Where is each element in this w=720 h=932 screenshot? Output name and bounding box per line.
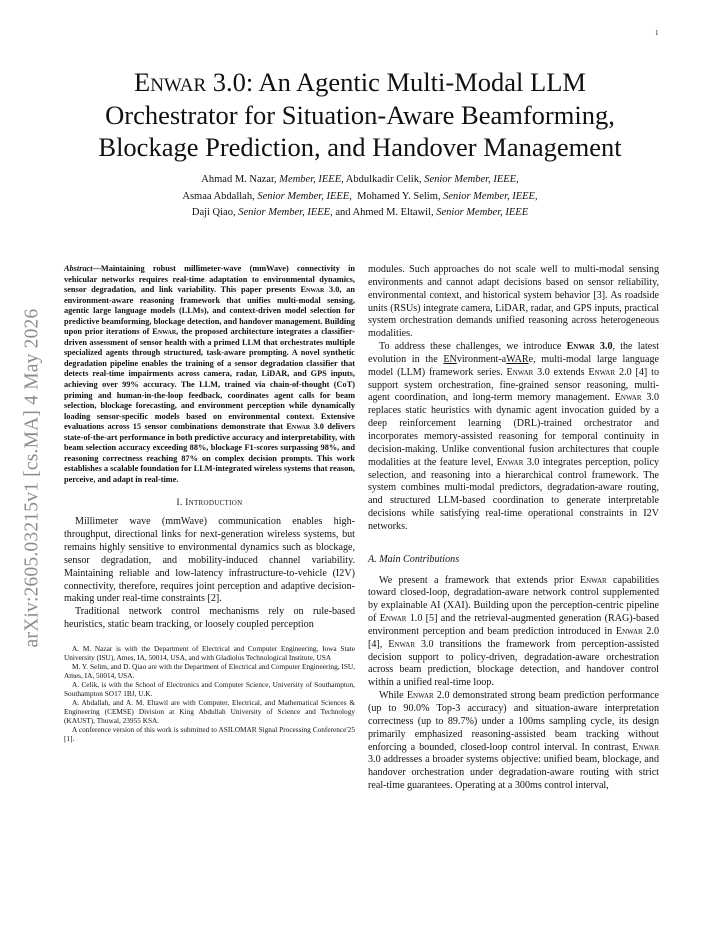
author-name: Abdulkadir Celik — [345, 174, 419, 185]
system-name: Enwar 1.0 — [379, 613, 423, 625]
author-name: Ahmed M. Eltawil — [352, 207, 432, 218]
paragraph: While Enwar 2.0 demonstrated strong beam prediction performance (up to 90.0% Top-3 accuracy) and situation-aware interpretation correctness (up to 89.7%) under a 100ms sampling cycle, its design primarily emphasized reasoning-assisted beam tracking without enforcing a bounded, closed-loop control interval. In contrast, Enwar 3.0 addresses a broader systems objective: unified beam, blockage, and handover orchestration under degradation-aware routing with strict real-time guarantees. Operating at a 300ms control interval, — [368, 690, 660, 792]
abstract-text: —Maintaining robust millimeter-wave (mmWave) connectivity in vehicular networks requires real-time adaptation to environmental dynamics, sensor degradation, and link variability. This paper presents — [64, 264, 355, 295]
left-column — [64, 264, 355, 743]
abstract-label: Abstract — [64, 264, 93, 273]
footnote: M. Y. Selim, and D. Qiao are with the Department of Electrical and Computer Engineering, ISU, Ames, IA, 50014, USA. — [64, 661, 355, 680]
right-column — [368, 264, 659, 793]
section-numeral: I. — [176, 498, 183, 509]
author-name: Ahmad M. Nazar — [201, 174, 275, 185]
system-name: Enwar 3.0 — [614, 392, 659, 404]
author-title: Senior Member, IEEE — [257, 190, 350, 202]
system-name: Enwar 3.0 — [368, 741, 659, 766]
paper-title — [60, 66, 660, 164]
system-name: Enwar 3.0 — [566, 341, 613, 353]
paragraph: Millimeter wave (mmWave) communication enables high-throughput, directional links for next-generation wireless systems, but remains highly sensitive to environmental dynamics such as blockage, sensor degradation, and mobility-induced channel variability. Maintaining reliable and low-latency infrastructure-to-vehicle (I2V) connectivity, therefore, requires joint perception and adaptive decision-making under real-time constraints [2]. — [64, 516, 355, 605]
author-name: Asmaa Abdallah — [182, 190, 253, 202]
abstract-text: , an environment-aware reasoning framework that unifies multi-modal sensing, agentic large language models (LLMs), and context-driven model selection for predictive beamforming, blockage detection, and handover management. Building upon prior iterations of — [64, 285, 355, 337]
author-title: Senior Member, IEEE — [436, 207, 529, 218]
title-line1-rest: : An Agentic Multi-Modal LLM — [245, 67, 586, 97]
abstract-text: delivers state-of-the-art performance in both predictive accuracy and interpretability, with beam selection accuracy exceeding 88%, blockage F1-scores surpassing 98%, and reasoning correctness reaching 87% on complex decision prompts. This work establishes a scalable foundation for LLM-integrated wireless systems that reason, perceive, and adapt in real-time. — [64, 422, 355, 484]
system-name: Enwar — [152, 327, 177, 337]
footnote: A. Abdallah, and A. M. Eltawil are with Computer, Electrical, and Mathematical Sciences & Engineering (CEMSE) Division at King Abdullah University of Science and Technology (KAUST), Thuwal, 23955 KSA. — [64, 697, 355, 725]
footnote: A. M. Nazar is with the Department of Electrical and Computer Engineering, Iowa State University (ISU), Ames, IA, 50014, USA, and with Gladiolus Technological Institute, USA — [64, 643, 355, 662]
authors-connector: and — [335, 207, 351, 218]
abstract-text: , the proposed architecture integrates a classifier-driven assessment of sensor health with a primed LLM that orchestrates multiple specialized agents through structured, task-aware prompting. A novel synthetic degradation pipeline enables the training of a sensor degradation classifier that detects real-time impairments across camera, radar, LiDAR, and GPS inputs, achieving over 99% accuracy. The LLM, trained via chain-of-thought (CoT) priming and human-in-the-loop feedback, coordinates agent calls for beam selection, blockage forecasting, and environment perception while dynamically loading sensor-specific models based on environmental context. Extensive evaluations across 15 sensor combinations demonstrate that — [64, 327, 356, 432]
section-title: Introduction — [185, 498, 243, 509]
acronym-letters: WAR — [506, 353, 529, 365]
system-name: Enwar 3.0 — [286, 422, 324, 432]
title-system-name: Enwar 3.0 — [134, 67, 246, 97]
author-title: Senior Member, IEEE — [238, 207, 331, 218]
system-name: Enwar 3.0 — [300, 285, 340, 295]
paragraph: To address these challenges, we introduce Enwar 3.0, the latest evolution in the ENvironment-aWARe, multi-modal large language model (LLM) framework series. Enwar 3.0 extends Enwar 2.0 [4] to support system orchestration, fine-grained sensor reasoning, multi-agent coordination, and long-term memory management. Enwar 3.0 replaces static heuristics with dynamic agent invocation guided by a deep reinforcement learning (DRL)-trained orchestrator and incorporates memory-assisted reasoning for temporal continuity in decision-making. Unlike conventional fusion architectures that couple modalities at the feature level, Enwar 3.0 integrates perception, policy selection, and reasoning into a hierarchical control framework. The system combines multi-modal predictors, degradation-aware routing, and structured LLM-based coordination to generate interpretable decisions while satisfying real-time operational constraints in I2V networks. — [368, 341, 660, 532]
footnote: A conference version of this work is submitted to ASILOMAR Signal Processing Conference'25 [1]. — [64, 724, 355, 743]
subsection-heading-contributions: A. Main Contributions — [368, 553, 460, 565]
arxiv-identifier — [12, 258, 52, 698]
author-title: Member, IEEE — [279, 174, 342, 185]
author-title: Senior Member, IEEE — [424, 174, 517, 185]
system-name: Enwar — [579, 574, 607, 586]
author-name: Mohamed Y. Selim — [357, 190, 438, 202]
author-title: Senior Member, IEEE — [443, 190, 535, 202]
title-line2: Orchestrator for Situation-Aware Beamforming, — [105, 99, 615, 130]
system-name: Enwar 3.0 — [388, 638, 434, 650]
abstract — [64, 264, 355, 485]
paragraph: modules. Such approaches do not scale well to multi-modal sensing environments and cannot adapt decisions based on sensor reliability, environmental context, and historical system behavior [3]. As roadside units (RSUs) integrate camera, LiDAR, radar, and GPS inputs, practical system orchestration demands unified reasoning across heterogeneous modalities. — [368, 264, 659, 340]
system-name: Enwar 2.0 — [588, 366, 632, 378]
page-number: 1 — [655, 29, 659, 37]
system-name: Enwar 2.0 — [615, 625, 660, 637]
acronym-letters: EN — [443, 353, 457, 365]
arxiv-identifier-text: arXiv:2605.03215v1 [cs.MA] 4 May 2026 — [21, 308, 42, 648]
paragraph: We present a framework that extends prior Enwar capabilities toward closed-loop, degradation-aware network control supplemented by explainable AI (XAI). Building upon the perception-centric pipeline of Enwar 1.0 [5] and the retrieval-augmented generation (RAG)-based environment perception and beam prediction introduced in Enwar 2.0 [4], Enwar 3.0 transitions the framework from perception-assisted decision support to policy-driven, degradation-aware orchestration across beam prediction, blockage detection, and handover control within a unified real-time loop. — [368, 574, 660, 689]
title-line3: Blockage Prediction, and Handover Management — [98, 132, 622, 162]
system-name: Enwar 2.0 — [406, 690, 450, 702]
author-name: Daji Qiao — [191, 207, 233, 218]
section-heading-introduction — [64, 497, 355, 510]
footnotes — [64, 644, 355, 743]
system-name: Enwar 3.0 — [506, 366, 550, 378]
system-name: Enwar 3.0 — [496, 456, 540, 468]
footnote: A. Celik, is with the School of Electronics and Computer Science, University of Southampton, Southampton SO17 1BJ, U.K. — [64, 679, 355, 698]
paragraph: Traditional network control mechanisms rely on rule-based heuristics, static beam tracking, or loosely coupled perception — [64, 606, 355, 631]
author-list: Ahmad M. Nazar, Member, IEEE, Abdulkadir Celik, Senior Member, IEEE, Asmaa Abdallah, Senior Member, IEEE, Mohamed Y. Selim, Senior Member, IEEE, Daji Qiao, Senior Member, IEEE, and Ahmed M. Eltawil, Senior Member, IEEE — [182, 174, 538, 218]
